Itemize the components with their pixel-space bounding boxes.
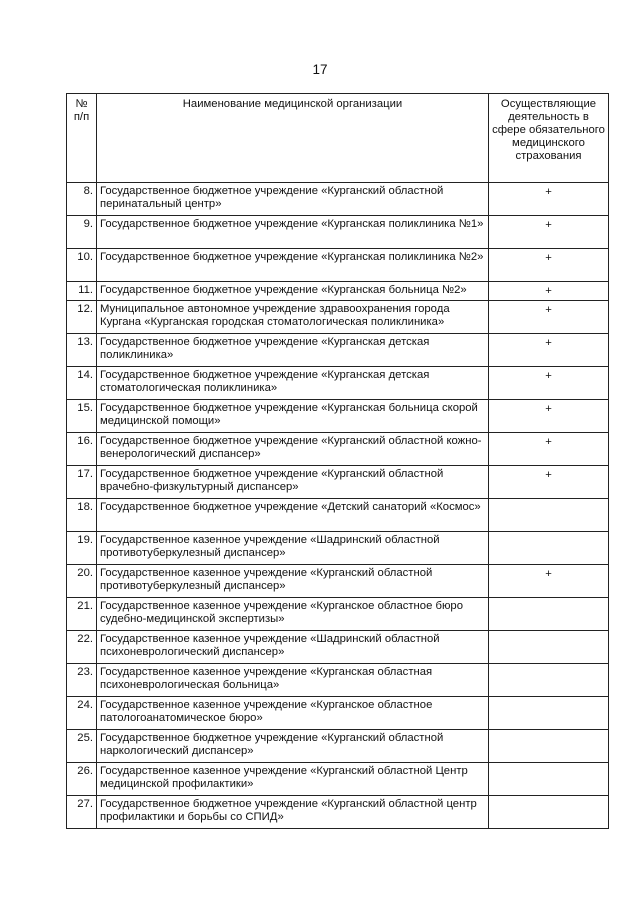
- row-number: 11.: [67, 282, 97, 301]
- table-body: [67, 183, 609, 829]
- organization-name: Государственное бюджетное учреждение «Курганский областной центр профилактики и борьбы со СПИД»: [97, 796, 489, 829]
- oms-activity-mark: +: [489, 367, 609, 400]
- row-number: 18.: [67, 499, 97, 532]
- oms-activity-mark: [489, 631, 609, 664]
- row-number: 27.: [67, 796, 97, 829]
- organization-name: Государственное бюджетное учреждение «Курганский областной врачебно-физкультурный диспансер»: [97, 466, 489, 499]
- header-oms-activity: [489, 94, 609, 183]
- oms-activity-mark: [489, 532, 609, 565]
- organization-name: Государственное казенное учреждение «Курганская областная психоневрологическая больница»: [97, 664, 489, 697]
- organization-name: Государственное казенное учреждение «Курганский областной противотуберкулезный диспансер»: [97, 565, 489, 598]
- row-number: 17.: [67, 466, 97, 499]
- row-number: 10.: [67, 249, 97, 282]
- header-organization-name-text: Наименование медицинской организации: [182, 98, 403, 110]
- oms-activity-mark: +: [489, 249, 609, 282]
- table-row: [67, 282, 609, 301]
- table-row: [67, 598, 609, 631]
- organization-name: Государственное бюджетное учреждение «Курганская детская стоматологическая поликлиника»: [97, 367, 489, 400]
- row-number: 9.: [67, 216, 97, 249]
- organization-name: Государственное казенное учреждение «Шадринский областной противотуберкулезный диспансер»: [97, 532, 489, 565]
- table-row: [67, 249, 609, 282]
- oms-activity-mark: +: [489, 400, 609, 433]
- organization-name: Государственное бюджетное учреждение «Курганский областной наркологический диспансер»: [97, 730, 489, 763]
- table-row: [67, 631, 609, 664]
- organization-name: Муниципальное автономное учреждение здравоохранения города Кургана «Курганская городская стоматологическая поликлиника»: [97, 301, 489, 334]
- oms-activity-mark: [489, 499, 609, 532]
- table-row: [67, 532, 609, 565]
- oms-activity-mark: +: [489, 216, 609, 249]
- oms-activity-mark: [489, 796, 609, 829]
- organization-name: Государственное бюджетное учреждение «Курганская детская поликлиника»: [97, 334, 489, 367]
- table-row: [67, 334, 609, 367]
- organization-name: Государственное бюджетное учреждение «Курганский областной перинатальный центр»: [97, 183, 489, 216]
- table-row: [67, 466, 609, 499]
- oms-activity-mark: [489, 598, 609, 631]
- row-number: 26.: [67, 763, 97, 796]
- organization-name: Государственное казенное учреждение «Курганский областной Центр медицинской профилактики»: [97, 763, 489, 796]
- header-number-text: № п/п: [73, 98, 90, 123]
- row-number: 8.: [67, 183, 97, 216]
- oms-activity-mark: +: [489, 433, 609, 466]
- row-number: 23.: [67, 664, 97, 697]
- table-row: [67, 763, 609, 796]
- table-row: [67, 697, 609, 730]
- oms-activity-mark: [489, 664, 609, 697]
- table-header-row: [67, 94, 609, 183]
- oms-activity-mark: +: [489, 466, 609, 499]
- table-row: [67, 367, 609, 400]
- row-number: 16.: [67, 433, 97, 466]
- table-row: [67, 183, 609, 216]
- oms-activity-mark: +: [489, 334, 609, 367]
- organization-name: Государственное бюджетное учреждение «Курганская больница №2»: [97, 282, 489, 301]
- oms-activity-mark: +: [489, 301, 609, 334]
- page-number: 17: [312, 62, 328, 77]
- header-oms-activity-text: Осуществляющие деятельность в сфере обязательного медицинского страхования: [492, 98, 605, 162]
- oms-activity-mark: +: [489, 183, 609, 216]
- row-number: 25.: [67, 730, 97, 763]
- organization-name: Государственное бюджетное учреждение «Курганский областной кожно-венерологический диспансер»: [97, 433, 489, 466]
- organization-name: Государственное бюджетное учреждение «Детский санаторий «Космос»: [97, 499, 489, 532]
- organization-name: Государственное бюджетное учреждение «Курганская поликлиника №1»: [97, 216, 489, 249]
- table-row: [67, 664, 609, 697]
- row-number: 24.: [67, 697, 97, 730]
- organization-name: Государственное казенное учреждение «Курганское областное патологоанатомическое бюро»: [97, 697, 489, 730]
- table-row: [67, 400, 609, 433]
- row-number: 12.: [67, 301, 97, 334]
- row-number: 22.: [67, 631, 97, 664]
- table-row: [67, 433, 609, 466]
- row-number: 19.: [67, 532, 97, 565]
- table-row: [67, 301, 609, 334]
- oms-activity-mark: [489, 697, 609, 730]
- table-row: [67, 730, 609, 763]
- oms-activity-mark: +: [489, 565, 609, 598]
- header-organization-name: [97, 94, 489, 183]
- organization-name: Государственное казенное учреждение «Курганское областное бюро судебно-медицинской экспертизы»: [97, 598, 489, 631]
- organization-name: Государственное бюджетное учреждение «Курганская больница скорой медицинской помощи»: [97, 400, 489, 433]
- row-number: 13.: [67, 334, 97, 367]
- oms-activity-mark: [489, 763, 609, 796]
- table-row: [67, 565, 609, 598]
- table-row: [67, 216, 609, 249]
- row-number: 21.: [67, 598, 97, 631]
- row-number: 14.: [67, 367, 97, 400]
- organization-name: Государственное бюджетное учреждение «Курганская поликлиника №2»: [97, 249, 489, 282]
- row-number: 20.: [67, 565, 97, 598]
- row-number: 15.: [67, 400, 97, 433]
- header-number: [67, 94, 97, 183]
- organization-name: Государственное казенное учреждение «Шадринский областной психоневрологический диспансер»: [97, 631, 489, 664]
- oms-activity-mark: [489, 730, 609, 763]
- organizations-table: [66, 93, 609, 829]
- oms-activity-mark: +: [489, 282, 609, 301]
- table-row: [67, 499, 609, 532]
- table-row: [67, 796, 609, 829]
